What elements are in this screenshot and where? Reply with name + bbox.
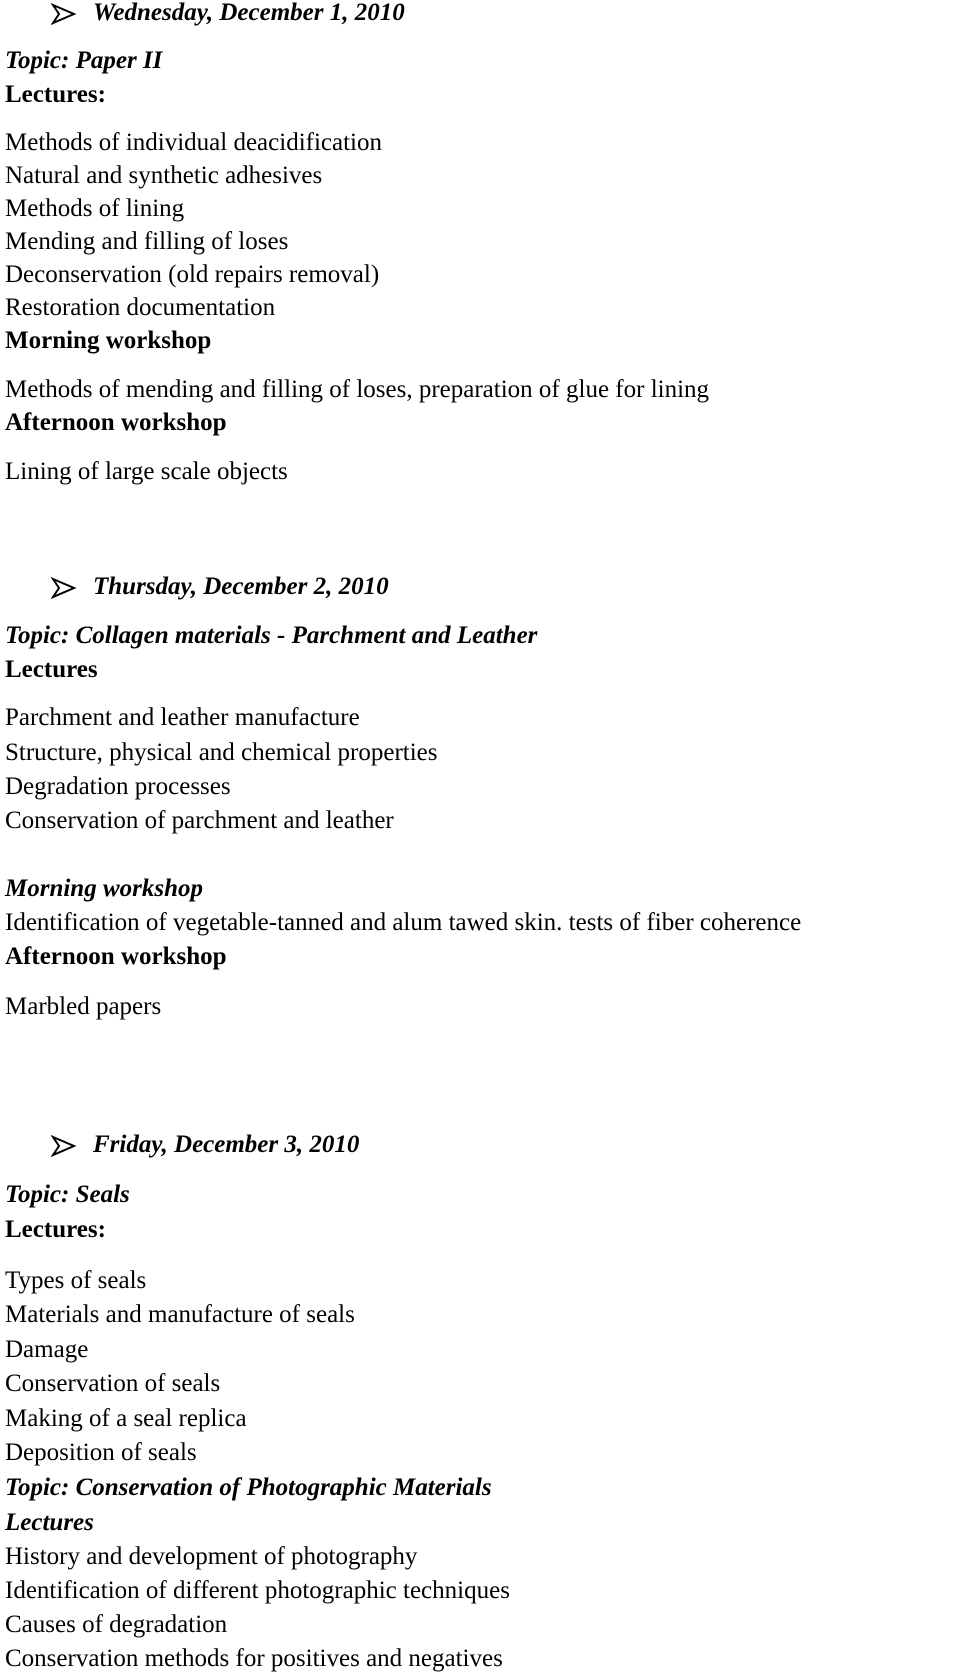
afternoon-workshop-heading: Afternoon workshop: [5, 409, 227, 436]
lecture-item: Natural and synthetic adhesives: [5, 162, 323, 189]
lecture-item: Restoration documentation: [5, 294, 276, 321]
lecture-item: Conservation of seals: [5, 1370, 221, 1397]
lectures-heading: Lectures:: [5, 1216, 106, 1243]
lecture-item: Identification of different photographic techniques: [5, 1577, 510, 1604]
lectures-heading: Lectures: [5, 656, 98, 683]
arrow-bullet-icon: [51, 2, 77, 26]
topic-heading: Topic: Paper II: [5, 47, 163, 74]
morning-workshop-text: Identification of vegetable-tanned and alum tawed skin. tests of fiber coherence: [5, 909, 802, 936]
day-date: Wednesday, December 1, 2010: [93, 0, 405, 26]
lectures-heading: Lectures: [5, 1509, 94, 1536]
lecture-item: Methods of individual deacidification: [5, 129, 382, 156]
morning-workshop-heading: Morning workshop: [5, 875, 203, 902]
topic-heading: Topic: Collagen materials - Parchment and Leather: [5, 622, 538, 649]
lecture-item: Methods of lining: [5, 195, 185, 222]
arrow-bullet-icon: [51, 576, 77, 600]
afternoon-workshop-text: Lining of large scale objects: [5, 458, 288, 485]
day-date: Thursday, December 2, 2010: [93, 573, 389, 600]
lecture-item: Damage: [5, 1336, 89, 1363]
lecture-item: Conservation of parchment and leather: [5, 807, 394, 834]
lecture-item: Conservation methods for positives and negatives: [5, 1645, 503, 1672]
lectures-heading: Lectures:: [5, 81, 106, 108]
lecture-item: Degradation processes: [5, 773, 231, 800]
lecture-item: Deconservation (old repairs removal): [5, 261, 380, 288]
lecture-item: Materials and manufacture of seals: [5, 1301, 355, 1328]
arrow-bullet-icon: [51, 1134, 77, 1158]
lecture-item: Structure, physical and chemical properties: [5, 739, 438, 766]
afternoon-workshop-text: Marbled papers: [5, 993, 162, 1020]
topic-heading: Topic: Conservation of Photographic Materials: [5, 1474, 492, 1501]
morning-workshop-heading: Morning workshop: [5, 327, 212, 354]
lecture-item: Causes of degradation: [5, 1611, 228, 1638]
lecture-item: Types of seals: [5, 1267, 147, 1294]
afternoon-workshop-heading: Afternoon workshop: [5, 943, 227, 970]
lecture-item: History and development of photography: [5, 1543, 418, 1570]
lecture-item: Making of a seal replica: [5, 1405, 247, 1432]
topic-heading: Topic: Seals: [5, 1181, 130, 1208]
lecture-item: Deposition of seals: [5, 1439, 197, 1466]
lecture-item: Parchment and leather manufacture: [5, 704, 360, 731]
day-date: Friday, December 3, 2010: [93, 1131, 360, 1158]
morning-workshop-text: Methods of mending and filling of loses, preparation of glue for lining: [5, 376, 710, 403]
lecture-item: Mending and filling of loses: [5, 228, 289, 255]
